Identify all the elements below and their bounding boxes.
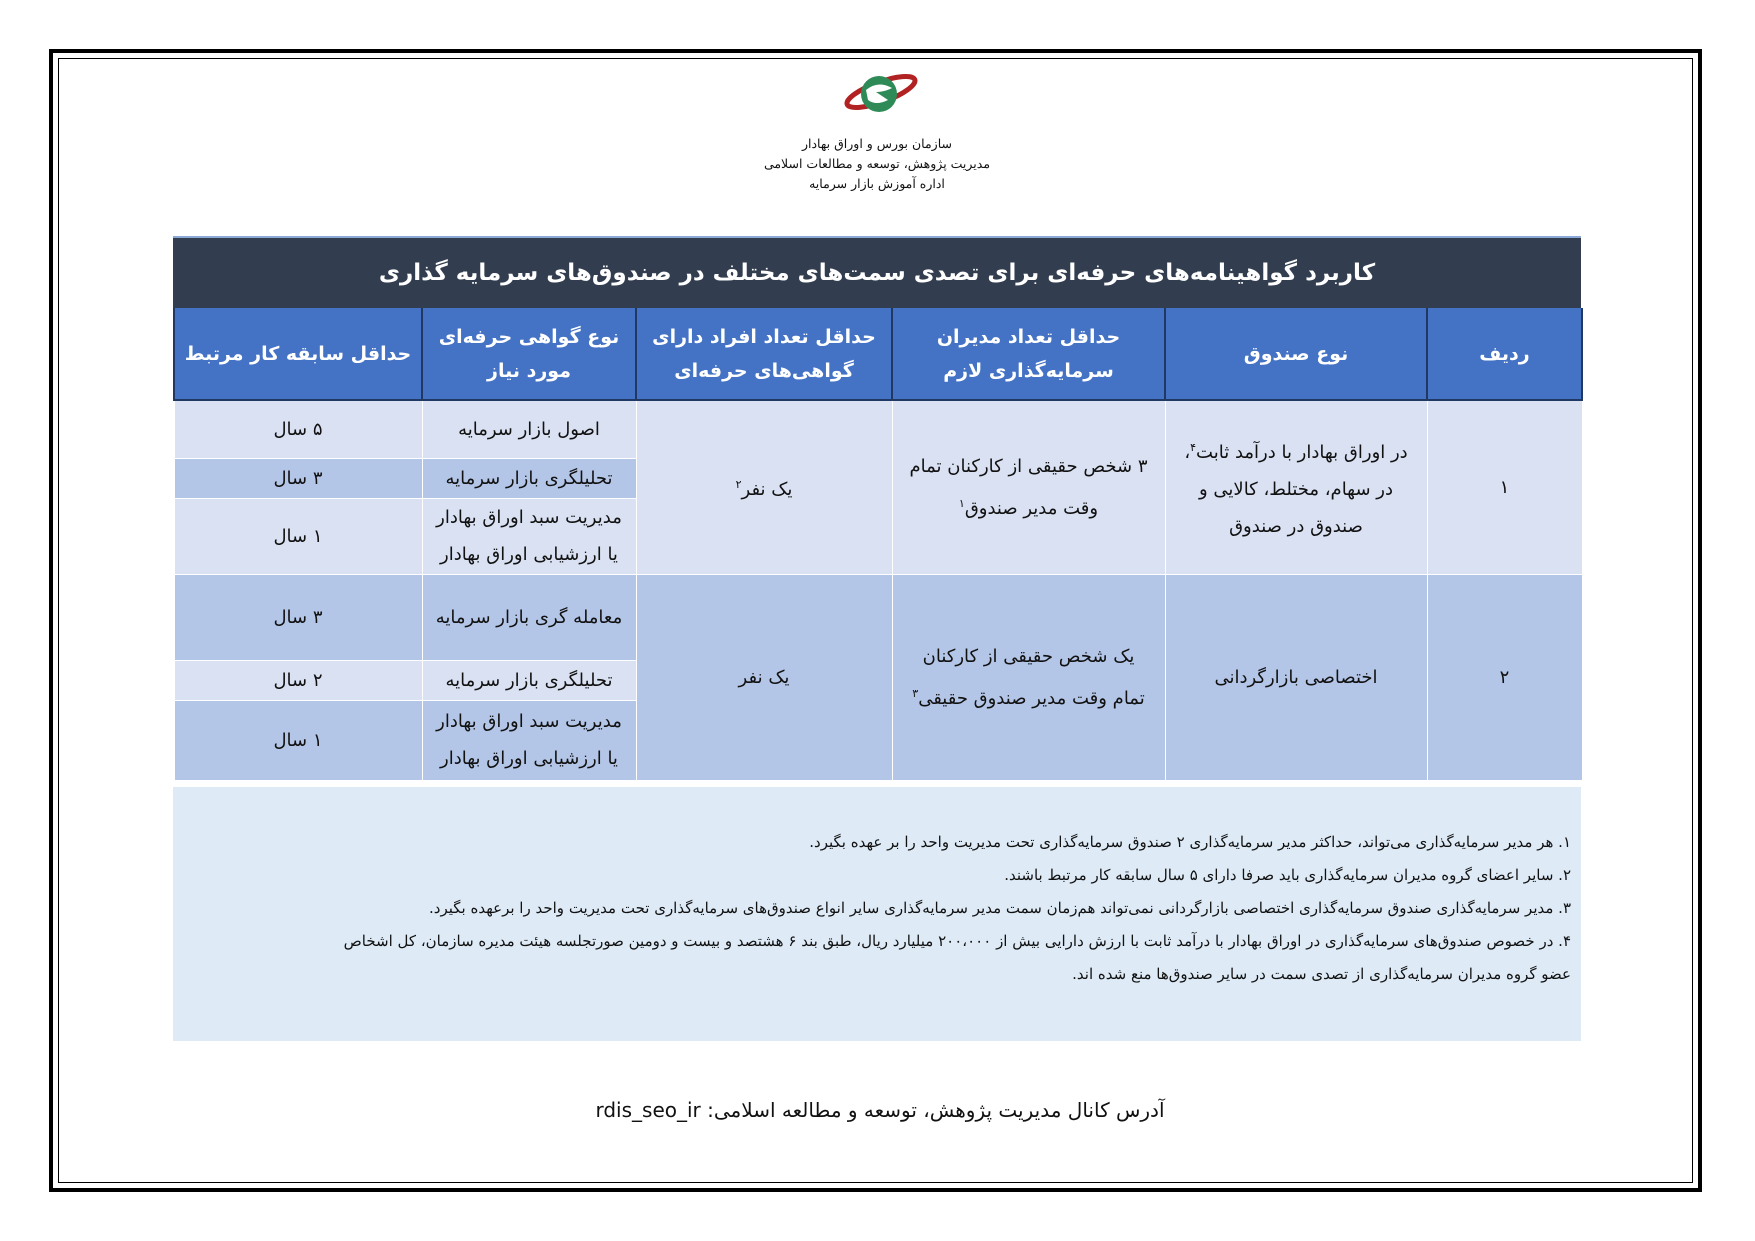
cert-type-cell: معامله گری بازار سرمایه [422, 574, 636, 660]
cert-type-cell: تحلیلگری بازار سرمایه [422, 458, 636, 498]
min-certified-cell: یک نفر$^۲$ [636, 400, 892, 574]
min-certified-cell: یک نفر [636, 574, 892, 780]
footnotes [173, 787, 1581, 1041]
org-line-1: سازمان بورس و اوراق بهادار [801, 136, 952, 151]
header-row-no: ردیف [1427, 308, 1582, 400]
cert-type-cell: تحلیلگری بازار سرمایه [422, 660, 636, 700]
min-managers-cell: یک شخص حقیقی از کارکنان تمام وقت مدیر صندوق حقیقی$^۳$ [892, 574, 1165, 780]
fund-type-cell: در اوراق بهادار با درآمد ثابت$^۴$، در سهام، مختلط، کالایی و صندوق در صندوق [1165, 400, 1427, 574]
experience-cell: ۱ سال [174, 498, 422, 574]
header-fund-type: نوع صندوق [1165, 308, 1427, 400]
cert-type-cell: مدیریت سبد اوراق بهادار یا ارزشیابی اوراق بهادار [422, 700, 636, 780]
header-min-experience: حداقل سابقه کار مرتبط [174, 308, 422, 400]
experience-cell: ۳ سال [174, 458, 422, 498]
footnote-1: ۱. هر مدیر سرمایه‌گذاری می‌تواند، حداکثر مدیر سرمایه‌گذاری ۲ صندوق سرمایه‌گذاری تحت مدیریت واحد را بر عهده بگیرد. [809, 833, 1571, 851]
footnote-4: ۴. در خصوص صندوق‌های سرمایه‌گذاری در اوراق بهادار با درآمد ثابت با ارزش دارایی بیش از ۲۰۰،۰۰۰ میلیارد ریال، طبق بند ۶ هشتصد و بیست و دومین صورتجلسه هیئت مدیره سازمان، کل اشخاص [343, 932, 1571, 950]
footnote-2: ۲. سایر اعضای گروه مدیران سرمایه‌گذاری باید صرفا دارای ۵ سال سابقه کار مرتبط باشند. [1004, 866, 1571, 884]
certificates-table [173, 308, 1583, 781]
table-title: کاربرد گواهینامه‌های حرفه‌ای برای تصدی سمت‌های مختلف در صندوق‌های سرمایه گذاری [173, 236, 1581, 308]
table-header-row [174, 308, 1582, 400]
fund-type-cell: اختصاصی بازارگردانی [1165, 574, 1427, 780]
row-number: ۱ [1427, 400, 1582, 574]
header-cert-type: نوع گواهی حرفه‌ای مورد نیاز [422, 308, 636, 400]
table-row [174, 400, 1582, 458]
experience-cell: ۳ سال [174, 574, 422, 660]
organization-header [677, 134, 1077, 194]
channel-handle[interactable]: rdis_seo_ir [595, 1098, 701, 1122]
channel-address [580, 1098, 1180, 1122]
cert-type-cell: مدیریت سبد اوراق بهادار یا ارزشیابی اوراق بهادار [422, 498, 636, 574]
footnote-4-cont: عضو گروه مدیران سرمایه‌گذاری از تصدی سمت در سایر صندوق‌ها منع شده اند. [1072, 965, 1571, 983]
header-min-managers: حداقل تعداد مدیران سرمایه‌گذاری لازم [892, 308, 1165, 400]
min-managers-cell: ۳ شخص حقیقی از کارکنان تمام وقت مدیر صندوق$^۱$ [892, 400, 1165, 574]
table-row [174, 574, 1582, 660]
row-number: ۲ [1427, 574, 1582, 780]
experience-cell: ۱ سال [174, 700, 422, 780]
org-line-3: اداره آموزش بازار سرمایه [809, 176, 945, 191]
experience-cell: ۵ سال [174, 400, 422, 458]
header-min-certified: حداقل تعداد افراد دارای گواهی‌های حرفه‌ای [636, 308, 892, 400]
org-line-2: مدیریت پژوهش، توسعه و مطالعات اسلامی [763, 156, 991, 171]
cert-type-cell: اصول بازار سرمایه [422, 400, 636, 458]
footnote-3: ۳. مدیر سرمایه‌گذاری صندوق سرمایه‌گذاری اختصاصی بازارگردانی نمی‌تواند هم‌زمان سمت مدیر سرمایه‌گذاری سایر انواع صندوق‌های سرمایه‌گذاری تحت مدیریت واحد را برعهده بگیرد. [429, 899, 1571, 917]
experience-cell: ۲ سال [174, 660, 422, 700]
sec-exchange-logo [826, 62, 936, 126]
channel-label: آدرس کانال مدیریت پژوهش، توسعه و مطالعه اسلامی: [707, 1098, 1165, 1122]
